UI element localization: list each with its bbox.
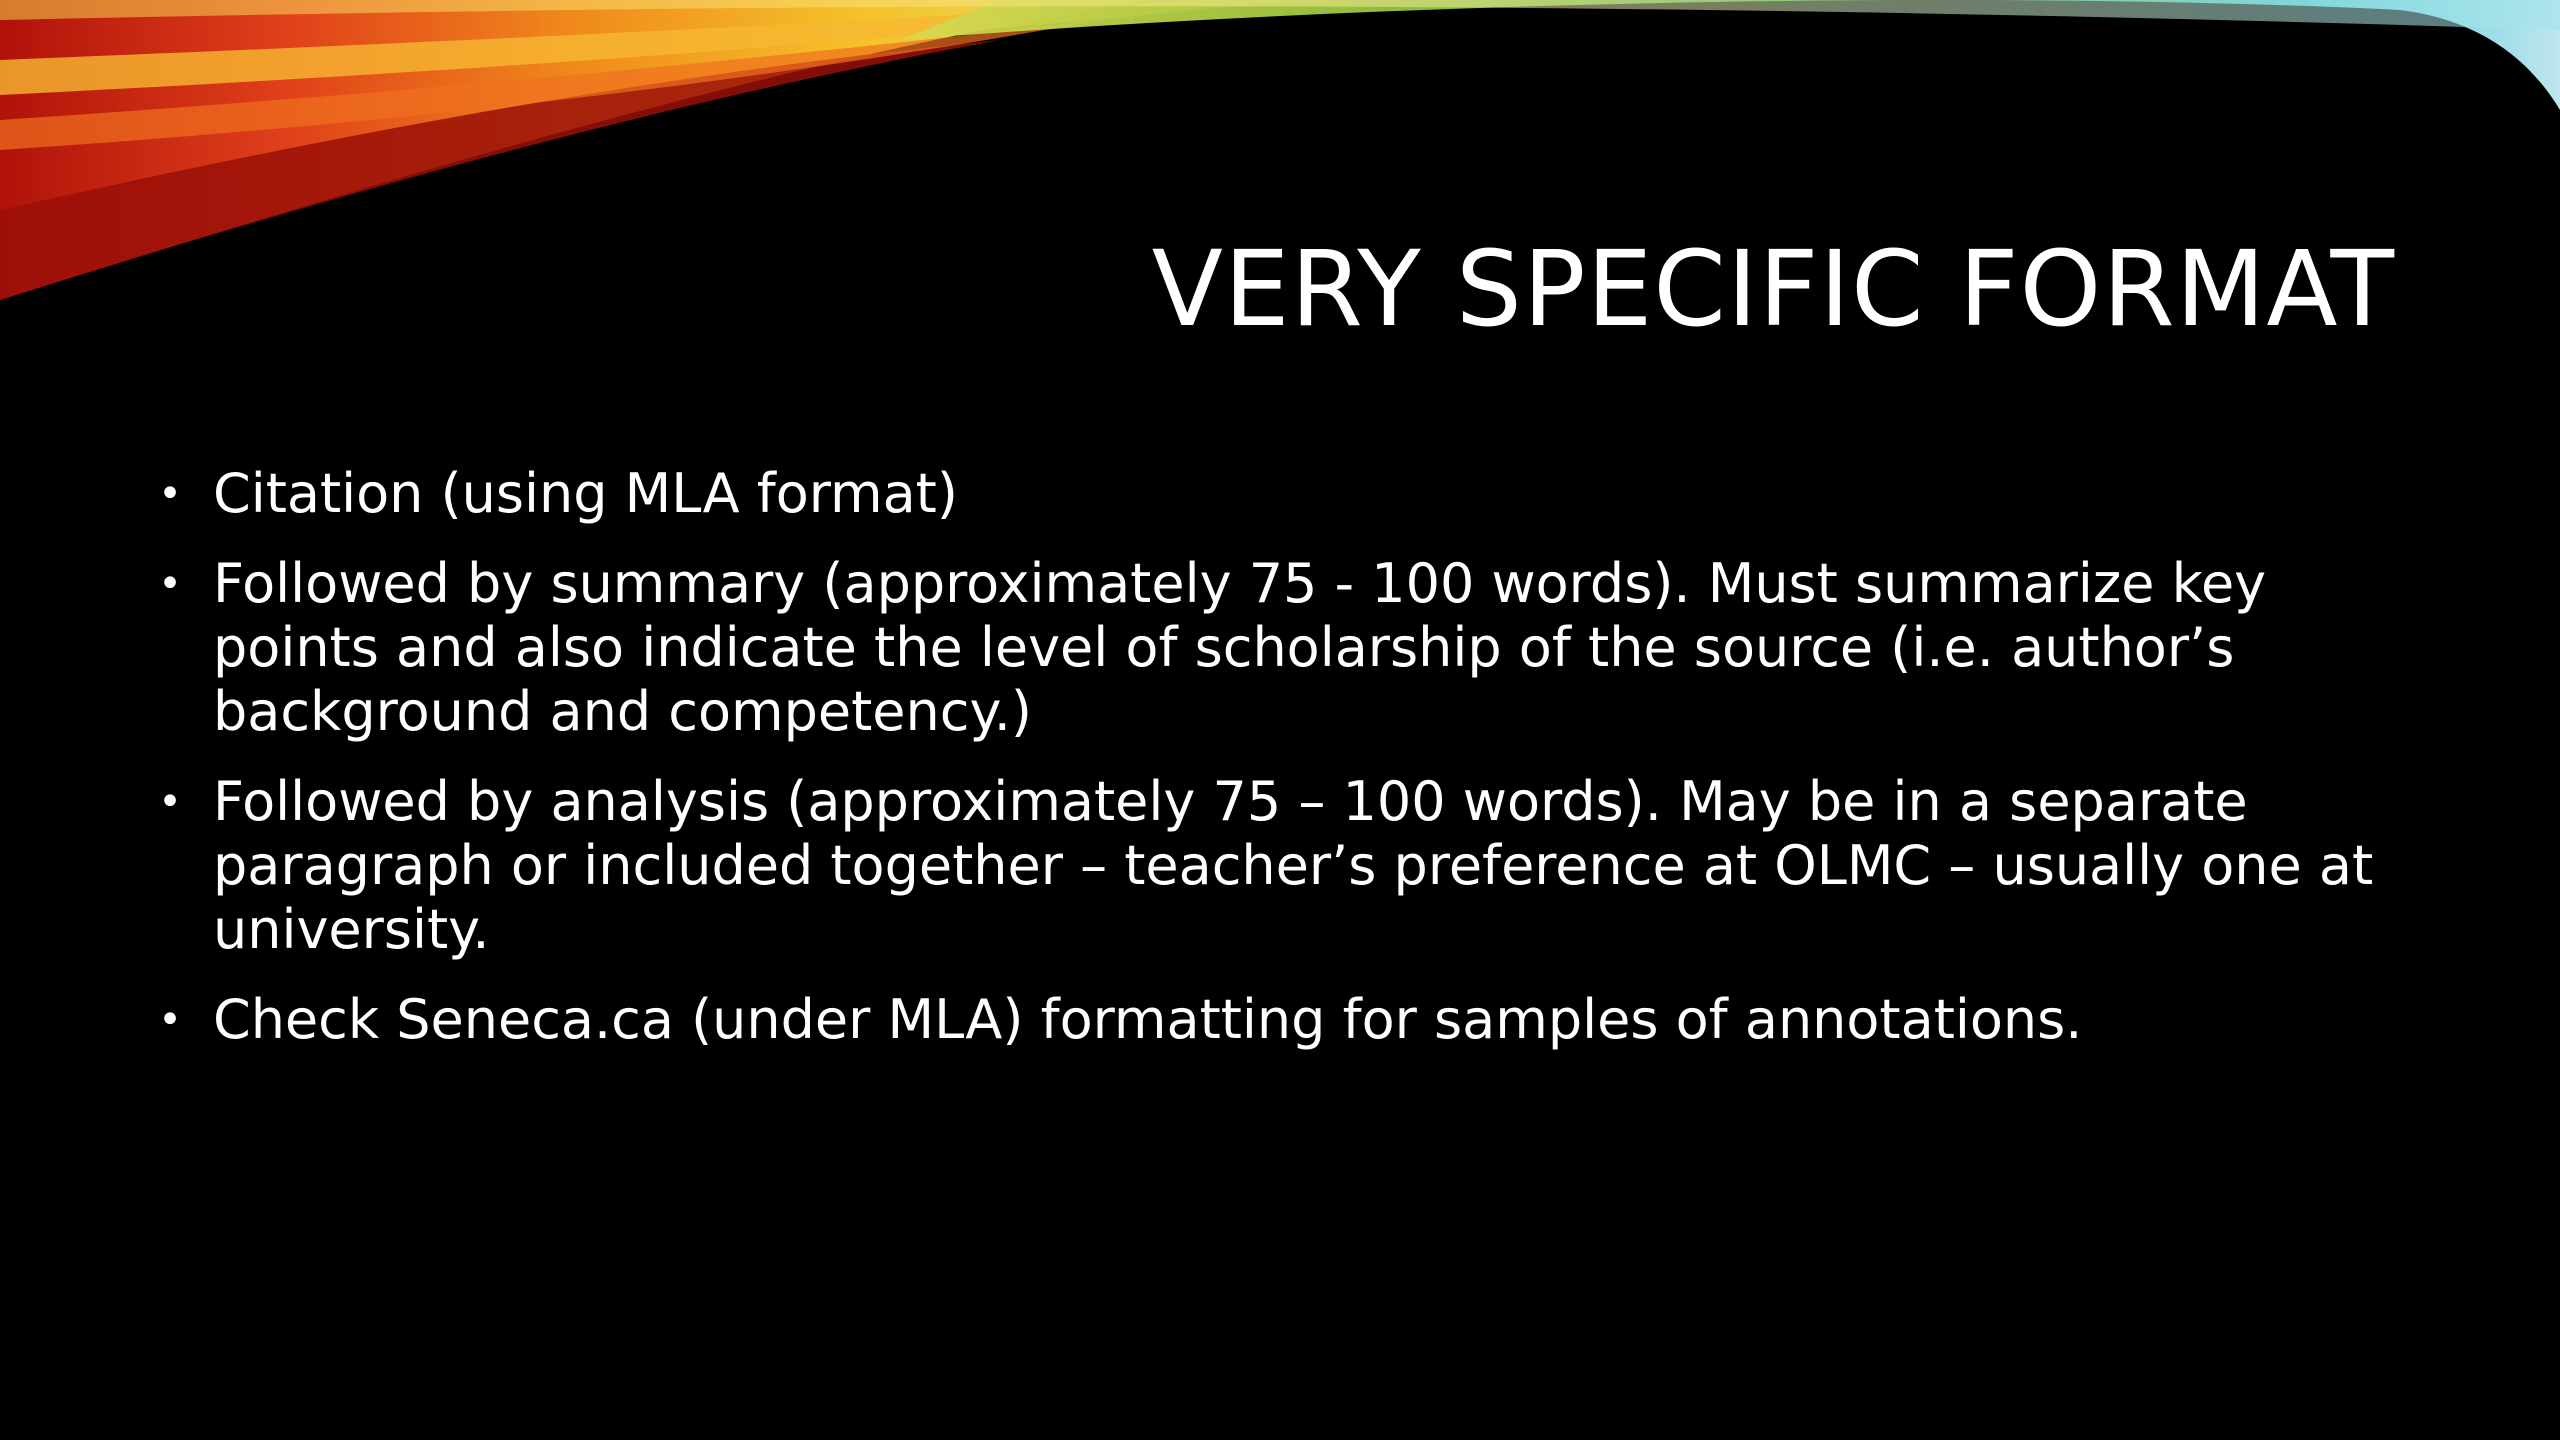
- slide-title: VERY SPECIFIC FORMAT: [1151, 228, 2395, 350]
- bullet-text: Followed by analysis (approximately 75 – 100 words). May be in a separate paragraph or included together – teacher’s preference at OLMC – usually one at university.: [213, 770, 2374, 961]
- list-item: [155, 462, 2390, 526]
- bullet-text: Check Seneca.ca (under MLA) formatting for samples of annotations.: [213, 988, 2083, 1051]
- bullet-text: Citation (using MLA format): [213, 462, 958, 525]
- bullet-text: Followed by summary (approximately 75 - 100 words). Must summarize key points and also indicate the level of scholarship of the source (i.e. author’s background and competency.): [213, 552, 2267, 743]
- bullet-icon: •: [158, 779, 182, 825]
- list-item: [155, 988, 2390, 1052]
- list-item: [155, 552, 2390, 744]
- bullet-icon: •: [158, 471, 182, 517]
- bullet-icon: •: [158, 561, 182, 607]
- bullet-list: [155, 462, 2390, 1078]
- list-item: [155, 770, 2390, 962]
- bullet-icon: •: [158, 997, 182, 1043]
